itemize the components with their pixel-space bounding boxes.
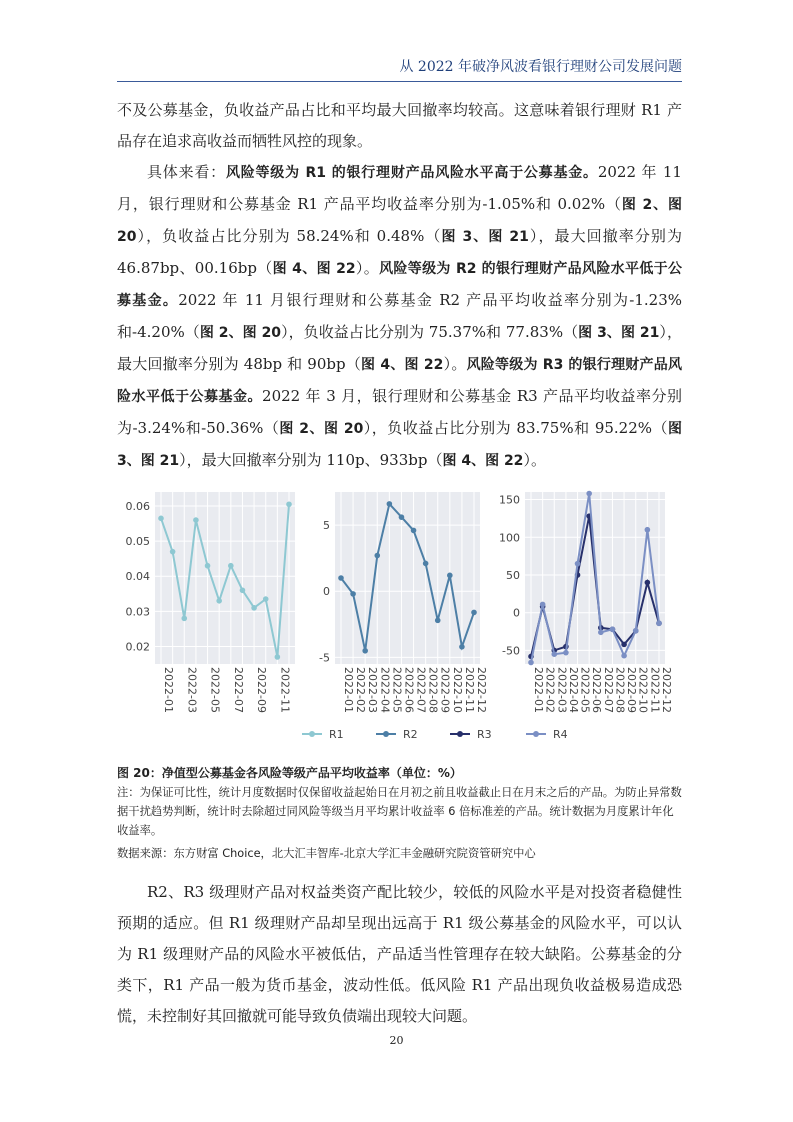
legend-marker-r4 bbox=[533, 731, 539, 737]
x-tick-label: 2022-10 bbox=[636, 667, 650, 713]
figure-20 bbox=[110, 478, 680, 756]
legend-label: R1 bbox=[329, 728, 344, 741]
figure-source: 数据来源：东方财富 Choice，北大汇丰智库-北京大学汇丰金融研究院资管研究中心 bbox=[117, 847, 536, 860]
x-tick-label: 2022-03 bbox=[185, 667, 199, 713]
data-point-r2 bbox=[338, 575, 344, 581]
x-tick-label: 2022-03 bbox=[366, 667, 380, 713]
figure-reference: 图 3、图 21 bbox=[117, 421, 682, 469]
x-tick-label: 2022-04 bbox=[566, 667, 580, 713]
data-point-r4 bbox=[586, 491, 592, 497]
x-tick-label: 2022-02 bbox=[354, 667, 368, 713]
data-point-r2 bbox=[411, 528, 417, 534]
data-point-r2 bbox=[362, 648, 368, 654]
x-tick-label: 2022-01 bbox=[162, 667, 175, 713]
figure-reference: 图 3、图 21 bbox=[441, 229, 529, 245]
y-tick-label: 0 bbox=[323, 585, 330, 599]
figure-reference: 图 4、图 22 bbox=[272, 261, 356, 277]
x-tick-label: 2022-08 bbox=[426, 667, 440, 713]
y-tick-label: 5 bbox=[323, 519, 330, 533]
data-point-r4 bbox=[551, 651, 557, 657]
y-tick-label: 50 bbox=[506, 568, 520, 582]
bold-run: 风险等级为 R1 的银行理财产品风险水平高于公募基金。 bbox=[225, 165, 598, 181]
x-tick-label: 2022-09 bbox=[625, 667, 639, 713]
data-point-r1 bbox=[251, 605, 257, 611]
legend-marker-r2 bbox=[383, 731, 389, 737]
data-point-r4 bbox=[563, 650, 569, 656]
text-run: ），最大回撤率分别为 110p、933bp（ bbox=[179, 451, 443, 469]
x-tick-label: 2022-08 bbox=[613, 667, 627, 713]
x-tick-label: 2022-12 bbox=[475, 667, 488, 713]
text-run: 具体来看： bbox=[147, 163, 226, 181]
x-tick-label: 2022-05 bbox=[208, 667, 222, 713]
plot-area bbox=[335, 492, 480, 664]
data-point-r4 bbox=[528, 660, 534, 666]
figure-reference: 图 4、图 22 bbox=[361, 357, 444, 373]
data-point-r4 bbox=[656, 620, 662, 626]
data-point-r1 bbox=[275, 654, 281, 660]
x-tick-label: 2022-09 bbox=[255, 667, 269, 713]
x-tick-label: 2022-04 bbox=[378, 667, 392, 713]
x-tick-label: 2022-11 bbox=[648, 667, 662, 713]
figure-reference: 图 2、图 20 bbox=[117, 197, 683, 245]
y-tick-label: 0.05 bbox=[125, 535, 150, 549]
figure-reference: 图 2、图 20 bbox=[199, 325, 282, 341]
paragraph-3: R2、R3 级理财产品对权益类资产配比较少，较低的风险水平是对投资者稳健性预期的适应。但 R1 级理财产品却呈现出远高于 R1 级公募基金的风险水平，可以认为 R1 级理财产品的风险水平被低估，产品适当性管理存在较大缺陷。公募基金的分类下，R1 产品一般为货币基金，波动性低。低风险 R1 产品出现负收益极易造成恐慌，未控制好其回撤就可能导致负债端出现较大问题。 bbox=[117, 883, 682, 1025]
legend-label: R4 bbox=[553, 728, 568, 741]
data-point-r2 bbox=[423, 561, 429, 567]
legend-marker-r1 bbox=[309, 731, 315, 737]
figure-caption: 图 20：净值型公募基金各风险等级产品平均收益率（单位：%） bbox=[117, 766, 462, 780]
text-run: 2022 年 3 月，银行理财和公募基金 R3 产品平均收益率分别为-3.24%和-50.36%（ bbox=[117, 387, 682, 437]
text-run: ），最大回撤率分别为 46.87bp、00.16bp（ bbox=[117, 227, 682, 277]
x-tick-label: 2022-05 bbox=[390, 667, 404, 713]
x-tick-label: 2022-12 bbox=[660, 667, 673, 713]
data-point-r4 bbox=[598, 630, 604, 636]
figure-note: 注：为保证可比性，统计月度数据时仅保留收益起始日在月初之前且收益截止日在月末之后的产品。为防止异常数据干扰趋势判断，统计时去除超过同风险等级当月平均累计收益率 6 倍标准差的产品。统计数据为月度累计年化收益率。 bbox=[117, 786, 682, 837]
data-point-r3 bbox=[621, 642, 627, 648]
data-point-r2 bbox=[399, 514, 405, 520]
panel-r2 bbox=[319, 492, 488, 713]
paragraph-2 bbox=[117, 157, 682, 477]
figure-reference: 图 4、图 22 bbox=[442, 453, 524, 469]
x-tick-label: 2022-02 bbox=[543, 667, 557, 713]
x-tick-label: 2022-11 bbox=[462, 667, 476, 713]
data-point-r1 bbox=[263, 596, 269, 602]
figure-reference: 图 2、图 20 bbox=[279, 421, 364, 437]
text-run: ）。 bbox=[523, 451, 546, 469]
data-point-r2 bbox=[350, 591, 356, 597]
header-rule bbox=[117, 81, 682, 82]
x-tick-label: 2022-06 bbox=[402, 667, 416, 713]
paragraph-1: 不及公募基金，负收益产品占比和平均最大回撤率均较高。这意味着银行理财 R1 产品存在追求高收益而牺牲风控的现象。 bbox=[117, 101, 682, 150]
legend-label: R2 bbox=[403, 728, 418, 741]
legend-marker-r3 bbox=[457, 731, 463, 737]
x-tick-label: 2022-07 bbox=[601, 667, 615, 713]
text-run: 2022 年 11 月，银行理财和公募基金 R1 产品平均收益率分别为-1.05%和 0.02%（ bbox=[117, 163, 682, 213]
x-tick-label: 2022-03 bbox=[555, 667, 569, 713]
data-point-r3 bbox=[645, 580, 651, 586]
data-point-r2 bbox=[459, 644, 465, 650]
x-tick-label: 2022-07 bbox=[414, 667, 428, 713]
x-tick-label: 2022-07 bbox=[231, 667, 245, 713]
x-tick-label: 2022-11 bbox=[278, 667, 292, 713]
text-run: ）。 bbox=[355, 259, 380, 277]
y-tick-label: 0.02 bbox=[125, 640, 150, 654]
x-tick-label: 2022-09 bbox=[438, 667, 452, 713]
text-run: ），负收益占比分别为 83.75%和 95.22%（ bbox=[363, 419, 668, 437]
data-point-r4 bbox=[633, 628, 639, 634]
data-point-r2 bbox=[374, 553, 380, 559]
bold-run: 风险等级为 R3 的银行理财产品风险水平低于公募基金。 bbox=[117, 357, 682, 405]
data-point-r1 bbox=[240, 587, 246, 593]
data-point-r2 bbox=[435, 618, 441, 624]
data-point-r2 bbox=[447, 573, 453, 579]
data-point-r2 bbox=[387, 501, 393, 507]
data-point-r4 bbox=[621, 653, 627, 659]
data-point-r1 bbox=[181, 616, 187, 622]
text-run: ），负收益占比分别为 58.24%和 0.48%（ bbox=[136, 227, 442, 245]
data-point-r4 bbox=[645, 527, 651, 533]
text-run: ），负收益占比分别为 75.37%和 77.83%（ bbox=[281, 323, 579, 341]
data-point-r1 bbox=[193, 517, 199, 523]
data-point-r4 bbox=[610, 626, 616, 632]
y-tick-label: 0.03 bbox=[125, 605, 150, 619]
data-point-r4 bbox=[540, 602, 546, 608]
data-point-r1 bbox=[170, 549, 176, 555]
y-tick-label: 150 bbox=[499, 493, 520, 507]
y-tick-label: -5 bbox=[319, 651, 330, 665]
text-run: ）。 bbox=[443, 355, 467, 373]
page-number: 20 bbox=[389, 1034, 404, 1047]
legend-label: R3 bbox=[477, 728, 492, 741]
x-tick-label: 2022-01 bbox=[532, 667, 545, 713]
y-tick-label: -50 bbox=[502, 644, 520, 658]
data-point-r4 bbox=[575, 561, 581, 567]
data-point-r1 bbox=[158, 516, 164, 522]
data-point-r1 bbox=[216, 598, 222, 604]
x-tick-label: 2022-06 bbox=[590, 667, 604, 713]
y-tick-label: 0 bbox=[513, 606, 520, 620]
figure-reference: 图 3、图 21 bbox=[578, 325, 660, 341]
y-tick-label: 100 bbox=[499, 531, 520, 545]
data-point-r1 bbox=[228, 563, 234, 569]
y-tick-label: 0.04 bbox=[125, 570, 150, 584]
data-point-r1 bbox=[286, 501, 292, 507]
text-run: 2022 年 11 月银行理财和公募基金 R2 产品平均收益率分别为-1.23%和-4.20%（ bbox=[117, 291, 682, 341]
data-point-r2 bbox=[471, 610, 477, 616]
y-tick-label: 0.06 bbox=[125, 500, 150, 514]
line-chart-panels bbox=[110, 478, 680, 756]
x-tick-label: 2022-10 bbox=[450, 667, 464, 713]
bold-run: 风险等级为 R2 的银行理财产品风险水平低于公募基金。 bbox=[117, 261, 682, 309]
running-header: 从 2022 年破净风波看银行理财公司发展问题 bbox=[399, 59, 682, 75]
text-run: ），最大回撤率分别为 48bp 和 90bp（ bbox=[117, 323, 682, 373]
data-point-r1 bbox=[205, 563, 211, 569]
x-tick-label: 2022-05 bbox=[578, 667, 592, 713]
x-tick-label: 2022-01 bbox=[342, 667, 355, 713]
